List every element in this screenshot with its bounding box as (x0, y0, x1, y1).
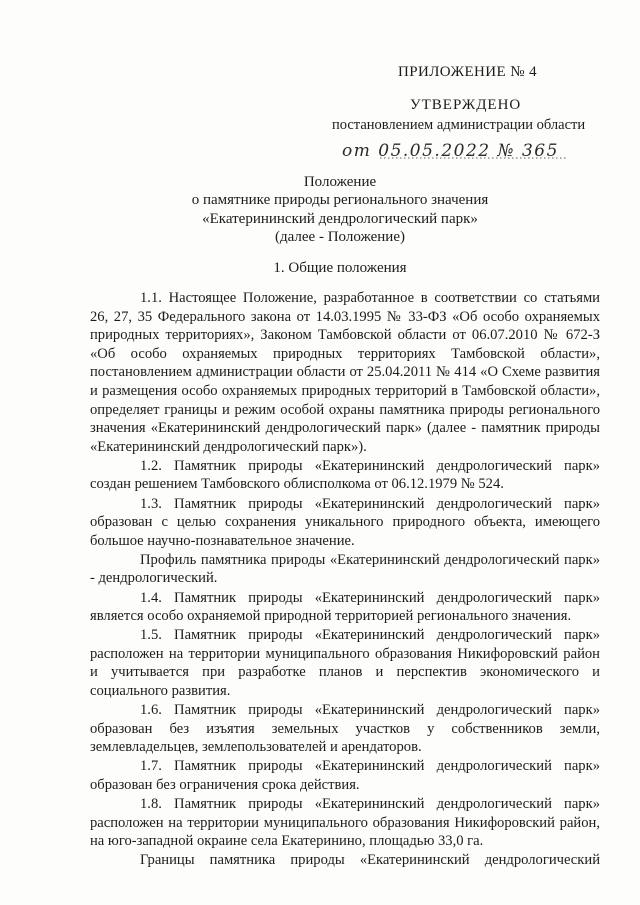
paragraph-1-8: 1.8. Памятник природы «Екатерининский дендрологический парк» расположен на территории муниципального образования Никифоровский район, на юго-западной окраине села Екатеринино, площадью 33,0 га. (90, 796, 600, 850)
paragraph-1-1: 1.1. Настоящее Положение, разработанное в соответствии со статьями 26, 27, 35 Федерального закона от 14.03.1995 № 33-ФЗ «Об особо охраняемых природных территориях», Законом Тамбовской области от 06.07.2010 № 672-З «Об особо охраняемых природных территориях Тамбовской области», постановлением администрации области от 25.04.2011 № 414 «О Схеме развития и размещения особо охраняемых природных территорий в Тамбовской области», определяет границы и режим особой охраны памятника природы регионального значения «Екатерининский дендрологический парк» (далее - памятник природы «Екатерининский дендрологический парк»). (90, 290, 600, 455)
title-line-4: (далее - Положение) (275, 229, 405, 245)
paragraph-1-4: 1.4. Памятник природы «Екатерининский дендрологический парк» является особо охраняемой природной территорией регионального значения. (90, 589, 600, 625)
paragraph-profile: Профиль памятника природы «Екатерининский дендрологический парк» - дендрологический. (90, 551, 600, 587)
paragraph-1-5: 1.5. Памятник природы «Екатерининский дендрологический парк» расположен на территории муниципального образования Никифоровский район и учитывается при разработке планов и перспектив экономического и социального развития. (90, 627, 600, 699)
document-body (90, 289, 600, 870)
title-line-1: Положение (303, 174, 377, 190)
section-heading: 1. Общие положения (273, 260, 407, 276)
paragraph-1-6: 1.6. Памятник природы «Екатерининский дендрологический парк» образован без изъятия земельных участков у собственников земли, землевладельцев, землепользователей и арендаторов. (90, 702, 600, 756)
title-line-3: «Екатерининский дендрологический парк» (202, 211, 478, 227)
paragraph-1-2: 1.2. Памятник природы «Екатерининский дендрологический парк» создан решением Тамбовского облисполкома от 06.12.1979 № 524. (90, 457, 600, 493)
handwritten-date-number (340, 136, 580, 164)
approved-by-line: постановлением администрации области (332, 117, 586, 133)
paragraph-1-3: 1.3. Памятник природы «Екатерининский дендрологический парк» образован с целью сохранения уникального природного объекта, имеющего большое научно-познавательное значение. (90, 495, 600, 549)
approved-stamp-label: УТВЕРЖДЕНО (410, 97, 522, 113)
paragraph-boundaries: Границы памятника природы «Екатерининский дендрологический (140, 852, 600, 869)
title-line-2: о памятнике природы регионального значения (191, 192, 489, 208)
appendix-number: ПРИЛОЖЕНИЕ № 4 (398, 64, 537, 80)
paragraph-1-7: 1.7. Памятник природы «Екатерининский дендрологический парк» образован без ограничения срока действия. (90, 758, 600, 793)
handwritten-date-text: от 05.05.2022 № 365 (342, 141, 559, 161)
